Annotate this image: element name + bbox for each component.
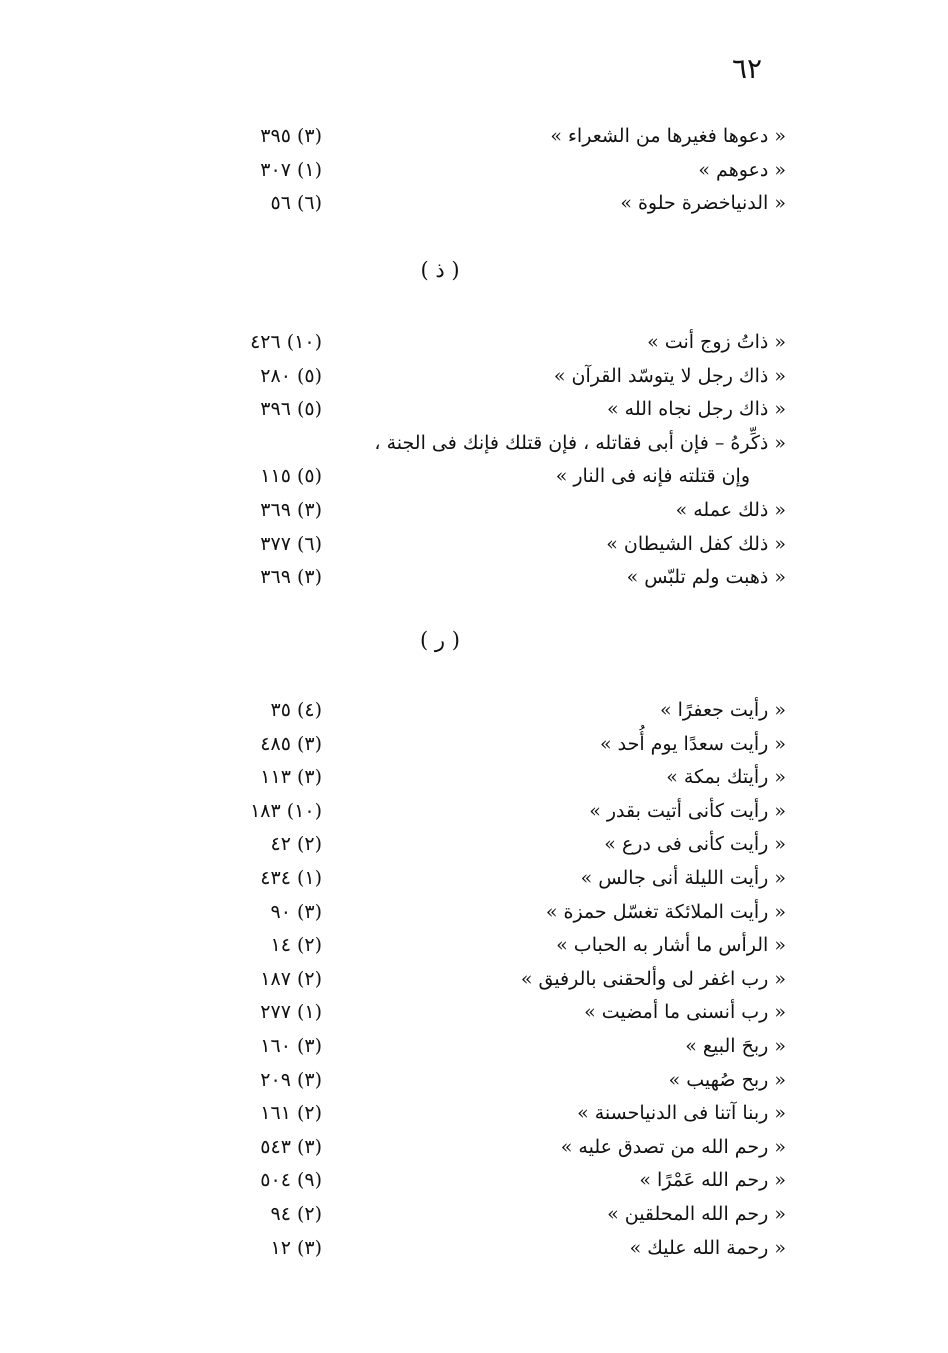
entry-ref: (٦) ٥٦ xyxy=(270,192,322,215)
entry-ref: (٣) ٣٦٩ xyxy=(260,566,322,589)
list-item xyxy=(0,728,948,762)
entry-ref: (٢) ١٨٧ xyxy=(260,967,322,990)
entry-text: « دعوهم » xyxy=(698,158,786,181)
list-item-continuation xyxy=(0,460,948,494)
entry-ref: (٣) ٣٦٩ xyxy=(260,498,322,521)
page-number: ٦٢ xyxy=(731,52,763,85)
list-item xyxy=(0,561,948,595)
entry-ref: (١٠) ٤٢٦ xyxy=(250,331,322,353)
entry-text: « رأيت كأنى أتيت بقدر » xyxy=(589,799,786,822)
entry-text: « ذهبت ولم تلبّس » xyxy=(626,566,786,589)
entry-ref: (٢) ١٤ xyxy=(270,934,322,957)
section-heading-dhal: ( ذ ) xyxy=(420,258,460,282)
entry-text: « ذكِّرهُ – فإن أبى فقاتله ، فإن قتلك فإنك فى الجنة ، xyxy=(374,431,786,454)
entry-ref: (٥) ٣٩٦ xyxy=(260,398,322,421)
entry-text: « رحمة الله عليك » xyxy=(629,1236,786,1259)
entry-ref: (٣) ٥٤٣ xyxy=(260,1135,322,1158)
list-item xyxy=(0,795,948,829)
list-item xyxy=(0,427,948,461)
entry-ref: (١) ٤٣٤ xyxy=(260,866,322,889)
section-ra xyxy=(0,694,948,1265)
list-item xyxy=(0,360,948,394)
entry-ref: (٢) ٩٤ xyxy=(270,1202,322,1225)
list-item xyxy=(0,154,948,188)
entry-text: « ذاك رجل لا يتوسّد القرآن » xyxy=(553,364,786,387)
entry-ref: (٥) ٢٨٠ xyxy=(260,364,322,387)
entry-text: « رأيت كأنى فى درع » xyxy=(604,833,786,856)
entry-ref: (١٠) ١٨٣ xyxy=(250,799,322,822)
entry-text: « ربنا آتنا فى الدنياحسنة » xyxy=(577,1102,786,1125)
list-item xyxy=(0,1164,948,1198)
list-item xyxy=(0,494,948,528)
entry-ref: (٩) ٥٠٤ xyxy=(260,1169,322,1192)
entry-text: « رحم الله من تصدق عليه » xyxy=(560,1135,786,1158)
entry-ref: (٢) ٤٢ xyxy=(270,833,322,856)
list-item xyxy=(0,1097,948,1131)
list-item xyxy=(0,1131,948,1165)
entry-ref: (٣) ٤٨٥ xyxy=(260,732,322,755)
entry-text: « ذلك عمله » xyxy=(675,498,786,521)
entry-text: « ذاك رجل نجاه الله » xyxy=(607,398,786,421)
section-dal-end xyxy=(0,120,948,221)
entry-text: « رب أنسنى ما أمضيت » xyxy=(584,1001,786,1024)
entry-ref: (٣) ١١٣ xyxy=(260,766,322,789)
list-item xyxy=(0,896,948,930)
list-item xyxy=(0,929,948,963)
list-item xyxy=(0,694,948,728)
entry-text: « رأيت سعدًا يوم أُحد » xyxy=(599,732,786,755)
list-item xyxy=(0,828,948,862)
entry-ref: (٦) ٣٧٧ xyxy=(260,532,322,555)
entry-text: « الرأس ما أشار به الحباب » xyxy=(556,934,786,957)
entry-text: « رحم الله عَمْرًا » xyxy=(639,1169,786,1192)
entry-text: « ذاتُ زوج أنت » xyxy=(647,331,786,353)
entry-ref: (١) ٢٧٧ xyxy=(260,1001,322,1024)
list-item xyxy=(0,862,948,896)
entry-text: « ربح صُهيب » xyxy=(668,1068,786,1091)
list-item xyxy=(0,1198,948,1232)
entry-text: « ربحَ البيع » xyxy=(685,1034,786,1057)
list-item xyxy=(0,326,948,360)
entry-ref: (٥) ١١٥ xyxy=(260,465,322,488)
entry-ref: (٤) ٣٥ xyxy=(270,699,322,721)
entry-text: وإن قتلته فإنه فى النار » xyxy=(555,465,750,488)
list-item xyxy=(0,996,948,1030)
list-item xyxy=(0,761,948,795)
list-item xyxy=(0,1064,948,1098)
list-item xyxy=(0,393,948,427)
entry-ref: (٣) ٩٠ xyxy=(270,900,322,923)
entry-text: « رحم الله المحلقين » xyxy=(607,1202,786,1225)
section-dhal xyxy=(0,326,948,595)
entry-text: « رأيت جعفرًا » xyxy=(659,699,786,721)
entry-ref: (٣) ٢٠٩ xyxy=(260,1068,322,1091)
entry-text: « ذلك كفل الشيطان » xyxy=(606,532,786,555)
entry-text: « رأيت الليلة أنى جالس » xyxy=(580,866,786,889)
entry-text: « دعوها فغيرها من الشعراء » xyxy=(550,125,786,147)
entry-text: « رب اغفر لى وألحقنى بالرفيق » xyxy=(520,967,786,990)
list-item xyxy=(0,1030,948,1064)
list-item xyxy=(0,1232,948,1266)
entry-ref: (٣) ١٢ xyxy=(270,1236,322,1259)
entry-ref: (٣) ١٦٠ xyxy=(260,1034,322,1057)
list-item xyxy=(0,963,948,997)
section-heading-ra: ( ر ) xyxy=(420,628,460,652)
list-item xyxy=(0,528,948,562)
entry-ref: (١) ٣٠٧ xyxy=(260,158,322,181)
list-item xyxy=(0,120,948,154)
entry-text: « رأيت الملائكة تغسّل حمزة » xyxy=(545,900,786,923)
entry-ref: (٢) ١٦١ xyxy=(260,1102,322,1125)
entry-text: « رأيتك بمكة » xyxy=(666,766,786,789)
entry-text: « الدنياخضرة حلوة » xyxy=(620,192,786,215)
entry-ref: (٣) ٣٩٥ xyxy=(260,125,322,147)
list-item xyxy=(0,187,948,221)
